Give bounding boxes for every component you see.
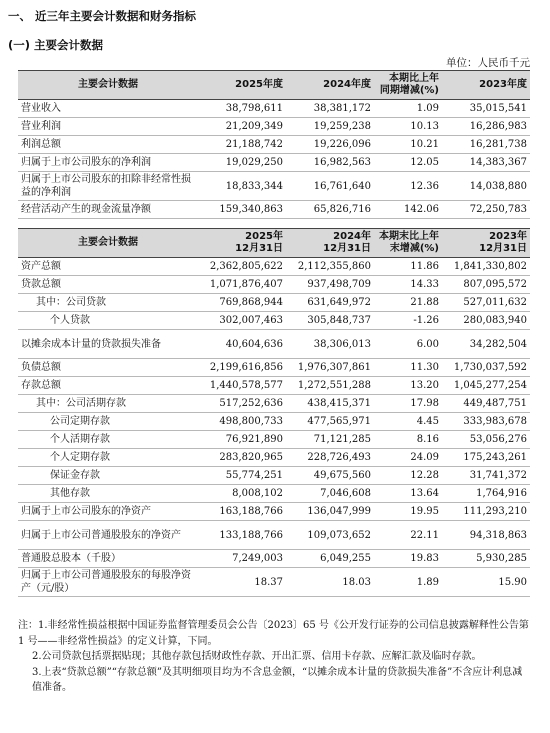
cell-value: 16,286,983 — [442, 118, 530, 136]
cell-value: 769,868,944 — [198, 294, 286, 312]
cell-value: 631,649,972 — [286, 294, 374, 312]
cell-value: 14,038,880 — [442, 172, 530, 201]
row-label: 营业利润 — [18, 118, 198, 136]
cell-value: 175,243,261 — [442, 449, 530, 467]
cell-value: 5,930,285 — [442, 550, 530, 568]
column-header: 2023年度 — [442, 71, 530, 100]
cell-value: 280,083,940 — [442, 312, 530, 330]
cell-value: 1,841,330,802 — [442, 258, 530, 276]
table-row — [18, 201, 530, 219]
cell-value: 18.37 — [198, 568, 286, 597]
cell-value: 133,188,766 — [198, 521, 286, 550]
row-label: 归属于上市公司股东的净资产 — [18, 503, 198, 521]
cell-value: 517,252,636 — [198, 395, 286, 413]
cell-value: 71,121,285 — [286, 431, 374, 449]
cell-value: 111,293,210 — [442, 503, 530, 521]
cell-value: 11.30 — [374, 359, 442, 377]
cell-value: 53,056,276 — [442, 431, 530, 449]
cell-value: 2,199,616,856 — [198, 359, 286, 377]
cell-value: 35,015,541 — [442, 100, 530, 118]
cell-value: 13.64 — [374, 485, 442, 503]
table-row — [18, 377, 530, 395]
cell-value: 333,983,678 — [442, 413, 530, 431]
cell-value: 7,046,608 — [286, 485, 374, 503]
cell-value: 159,340,863 — [198, 201, 286, 219]
cell-value: 937,498,709 — [286, 276, 374, 294]
cell-value: 8.16 — [374, 431, 442, 449]
cell-value: 12.05 — [374, 154, 442, 172]
column-header: 2023年 12月31日 — [442, 229, 530, 258]
cell-value: 15.90 — [442, 568, 530, 597]
column-header: 2025年度 — [198, 71, 286, 100]
row-label: 个人活期存款 — [18, 431, 198, 449]
row-label: 归属于上市公司普通股股东的净资产 — [18, 521, 198, 550]
column-header: 2024年 12月31日 — [286, 229, 374, 258]
table-row — [18, 431, 530, 449]
row-label: 利润总额 — [18, 136, 198, 154]
table-row — [18, 276, 530, 294]
cell-value: 17.98 — [374, 395, 442, 413]
table-row — [18, 449, 530, 467]
cell-value: 55,774,251 — [198, 467, 286, 485]
cell-value: 19,226,096 — [286, 136, 374, 154]
row-label: 归属于上市公司普通股股东的每股净资产（元/股） — [18, 568, 198, 597]
column-header: 主要会计数据 — [18, 71, 198, 100]
cell-value: 19.95 — [374, 503, 442, 521]
table-row — [18, 568, 530, 597]
row-label: 经营活动产生的现金流量净额 — [18, 201, 198, 219]
cell-value: 13.20 — [374, 377, 442, 395]
row-label: 其他存款 — [18, 485, 198, 503]
table-row — [18, 312, 530, 330]
cell-value: 38,306,013 — [286, 330, 374, 359]
cell-value: 1,976,307,861 — [286, 359, 374, 377]
cell-value: 477,565,971 — [286, 413, 374, 431]
cell-value: 21,188,742 — [198, 136, 286, 154]
cell-value: 1.89 — [374, 568, 442, 597]
cell-value: 7,249,003 — [198, 550, 286, 568]
cell-value: 1,764,916 — [442, 485, 530, 503]
cell-value: 94,318,863 — [442, 521, 530, 550]
table-row — [18, 550, 530, 568]
row-label: 普通股总股本（千股） — [18, 550, 198, 568]
balance-data-table — [18, 228, 530, 597]
footnote-2: 2.公司贷款包括票据贴现；其他存款包括财政性存款、开出汇票、信用卡存款、应解汇款及临时存款。 — [32, 651, 482, 662]
cell-value: 1.09 — [374, 100, 442, 118]
footnote-3: 3.上表“贷款总额”“存款总额”及其明细项目均为不含息金额，“以摊余成本计量的贷款损失准备”不含应计利息减值准备。 — [32, 666, 523, 693]
table-row — [18, 258, 530, 276]
cell-value: 449,487,751 — [442, 395, 530, 413]
cell-value: 1,045,277,254 — [442, 377, 530, 395]
table-row — [18, 154, 530, 172]
unit-label: 单位：人民币千元 — [446, 57, 530, 69]
table-row — [18, 100, 530, 118]
table-row — [18, 136, 530, 154]
table-row — [18, 172, 530, 201]
cell-value: 2,362,805,622 — [198, 258, 286, 276]
cell-value: 1,440,578,577 — [198, 377, 286, 395]
cell-value: 19,259,238 — [286, 118, 374, 136]
row-label: 营业收入 — [18, 100, 198, 118]
cell-value: 6,049,255 — [286, 550, 374, 568]
table-row — [18, 521, 530, 550]
row-label: 个人贷款 — [18, 312, 198, 330]
cell-value: 65,826,716 — [286, 201, 374, 219]
cell-value: 18.03 — [286, 568, 374, 597]
cell-value: 8,008,102 — [198, 485, 286, 503]
footnotes — [18, 618, 530, 696]
row-label: 归属于上市公司股东的净利润 — [18, 154, 198, 172]
row-label: 其中：公司贷款 — [18, 294, 198, 312]
row-label: 其中：公司活期存款 — [18, 395, 198, 413]
row-label: 负债总额 — [18, 359, 198, 377]
cell-value: 6.00 — [374, 330, 442, 359]
cell-value: 21.88 — [374, 294, 442, 312]
row-label: 归属于上市公司股东的扣除非经常性损益的净利润 — [18, 172, 198, 201]
cell-value: 1,272,551,288 — [286, 377, 374, 395]
cell-value: 38,798,611 — [198, 100, 286, 118]
cell-value: 76,921,890 — [198, 431, 286, 449]
cell-value: 2,112,355,860 — [286, 258, 374, 276]
table-row — [18, 485, 530, 503]
cell-value: 31,741,372 — [442, 467, 530, 485]
cell-value: 72,250,783 — [442, 201, 530, 219]
column-header: 2024年度 — [286, 71, 374, 100]
cell-value: 18,833,344 — [198, 172, 286, 201]
row-label: 资产总额 — [18, 258, 198, 276]
cell-value: 142.06 — [374, 201, 442, 219]
table-row — [18, 359, 530, 377]
row-label: 公司定期存款 — [18, 413, 198, 431]
cell-value: 10.13 — [374, 118, 442, 136]
cell-value: 4.45 — [374, 413, 442, 431]
cell-value: 10.21 — [374, 136, 442, 154]
sub-title: (一) 主要会计数据 — [8, 38, 104, 52]
cell-value: 498,800,733 — [198, 413, 286, 431]
cell-value: 22.11 — [374, 521, 442, 550]
column-header: 主要会计数据 — [18, 229, 198, 258]
row-label: 存款总额 — [18, 377, 198, 395]
cell-value: 163,188,766 — [198, 503, 286, 521]
cell-value: 228,726,493 — [286, 449, 374, 467]
cell-value: 40,604,636 — [198, 330, 286, 359]
cell-value: 16,281,738 — [442, 136, 530, 154]
cell-value: 14,383,367 — [442, 154, 530, 172]
table-row — [18, 503, 530, 521]
cell-value: 807,095,572 — [442, 276, 530, 294]
cell-value: 1,071,876,407 — [198, 276, 286, 294]
column-header: 2025年 12月31日 — [198, 229, 286, 258]
cell-value: 11.86 — [374, 258, 442, 276]
cell-value: 305,848,737 — [286, 312, 374, 330]
cell-value: 1,730,037,592 — [442, 359, 530, 377]
section-title: 一、 近三年主要会计数据和财务指标 — [8, 9, 197, 23]
cell-value: 283,820,965 — [198, 449, 286, 467]
cell-value: 12.28 — [374, 467, 442, 485]
cell-value: 49,675,560 — [286, 467, 374, 485]
table-row — [18, 118, 530, 136]
column-header: 本期比上年 同期增减(%) — [374, 71, 442, 100]
footnote-1: 注：1.非经常性损益根据中国证券监督管理委员会公告〔2023〕65 号《公开发行证券的公司信息披露解释性公告第 1 号——非经常性损益》的定义计算，下同。 — [18, 620, 529, 647]
cell-value: 16,761,640 — [286, 172, 374, 201]
cell-value: 527,011,632 — [442, 294, 530, 312]
row-label: 个人定期存款 — [18, 449, 198, 467]
row-label: 保证金存款 — [18, 467, 198, 485]
table-row — [18, 395, 530, 413]
cell-value: 14.33 — [374, 276, 442, 294]
table-row — [18, 330, 530, 359]
row-label: 贷款总额 — [18, 276, 198, 294]
cell-value: 34,282,504 — [442, 330, 530, 359]
cell-value: 16,982,563 — [286, 154, 374, 172]
annual-data-table — [18, 70, 530, 219]
cell-value: 19.83 — [374, 550, 442, 568]
cell-value: 109,073,652 — [286, 521, 374, 550]
cell-value: 12.36 — [374, 172, 442, 201]
column-header: 本期末比上年 末增减(%) — [374, 229, 442, 258]
row-label: 以摊余成本计量的贷款损失准备 — [18, 330, 198, 359]
table-row — [18, 467, 530, 485]
cell-value: 38,381,172 — [286, 100, 374, 118]
cell-value: 136,047,999 — [286, 503, 374, 521]
cell-value: 21,209,349 — [198, 118, 286, 136]
cell-value: -1.26 — [374, 312, 442, 330]
cell-value: 438,415,371 — [286, 395, 374, 413]
table-row — [18, 294, 530, 312]
cell-value: 302,007,463 — [198, 312, 286, 330]
cell-value: 19,029,250 — [198, 154, 286, 172]
table-row — [18, 413, 530, 431]
cell-value: 24.09 — [374, 449, 442, 467]
